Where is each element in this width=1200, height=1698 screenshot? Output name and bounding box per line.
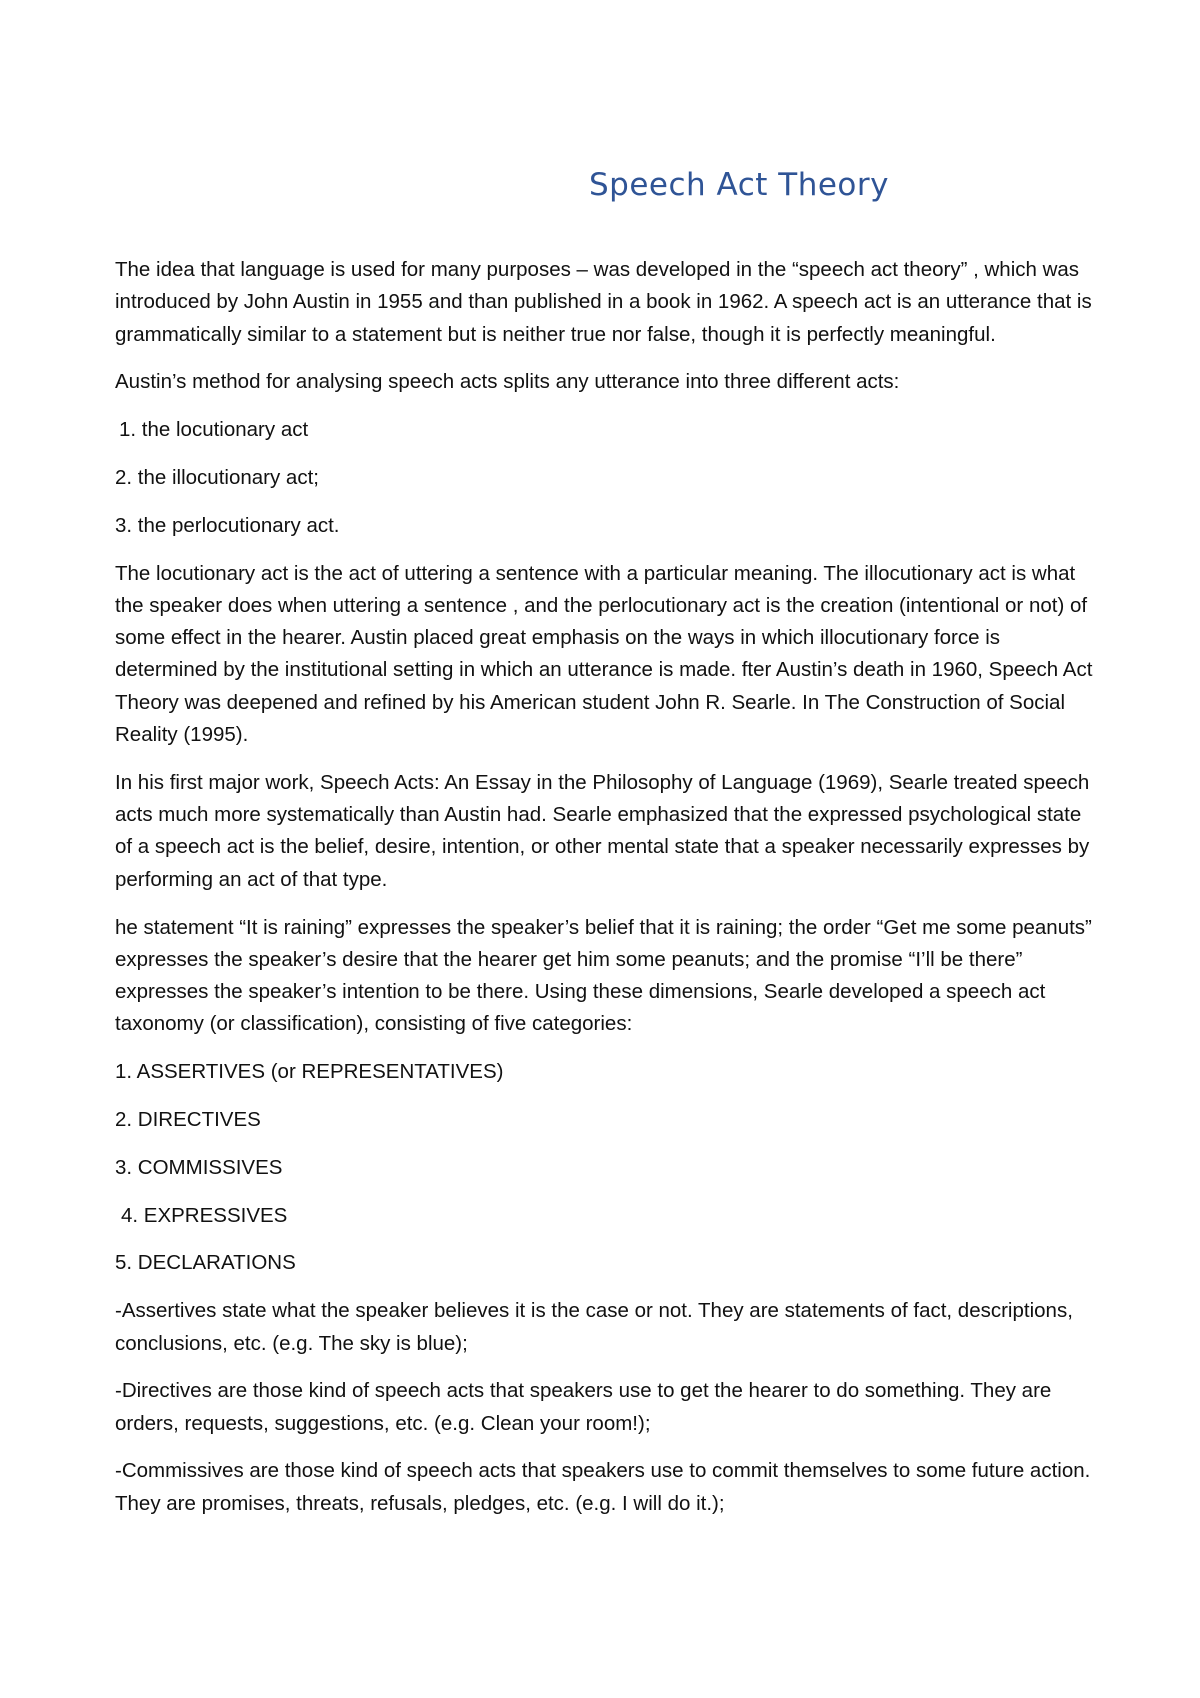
list-item-locutionary: 1. the locutionary act: [119, 418, 309, 442]
paragraph-locutionary-explained: The locutionary act is the act of uttering a sentence with a particular meaning. The illocutionary act is what the speaker does when uttering a sentence , and the perlocutionary act is the creation (intentional or not) of some effect in the hearer. Austin placed great emphasis on the ways in which illocutionary force is determined by the institutional setting in which an utterance is made. fter Austin’s death in 1960, Speech Act Theory was deepened and refined by his American student John R. Searle. In The Construction of Social Reality (1995).: [115, 561, 1093, 747]
list-item-illocutionary: 2. the illocutionary act;: [115, 465, 319, 489]
paragraph-intro: The idea that language is used for many purposes – was developed in the “speech act theory” , which was introduced by John Austin in 1955 and than published in a book in 1962. A speech act is an utterance that is grammatically similar to a statement but is neither true nor false, though it is perfectly meaningful.: [115, 258, 1092, 346]
paragraph-examples: he statement “It is raining” expresses the speaker’s belief that it is raining; the order “Get me some peanuts” expresses the speaker’s desire that the hearer get him some peanuts; and the promise “I’ll be there” expresses the speaker’s intention to be there. Using these dimensions, Searle developed a speech act taxonomy (or classification), consisting of five categories:: [115, 915, 1092, 1036]
paragraph-directives-def: -Directives are those kind of speech acts that speakers use to get the hearer to do something. They are orders, requests, suggestions, etc. (e.g. Clean your room!);: [115, 1379, 1052, 1435]
list-item-declarations: 5. DECLARATIONS: [115, 1251, 296, 1275]
list-item-assertives: 1. ASSERTIVES (or REPRESENTATIVES): [115, 1060, 504, 1084]
document-body: [115, 254, 1097, 1536]
list-item-perlocutionary: 3. the perlocutionary act.: [115, 513, 340, 537]
paragraph-commissives-def: -Commissives are those kind of speech acts that speakers use to commit themselves to some future action. They are promises, threats, refusals, pledges, etc. (e.g. I will do it.);: [115, 1459, 1091, 1515]
document-title: Speech Act Theory: [589, 167, 889, 203]
paragraph-assertives-def: -Assertives state what the speaker believes it is the case or not. They are statements of fact, descriptions, conclusions, etc. (e.g. The sky is blue);: [115, 1299, 1073, 1355]
list-item-expressives: 4. EXPRESSIVES: [121, 1203, 288, 1227]
paragraph-searle-work: In his first major work, Speech Acts: An Essay in the Philosophy of Language (1969), Searle treated speech acts much more systematically than Austin had. Searle emphasized that the expressed psychological state of a speech act is the belief, desire, intention, or other mental state that a speaker necessarily expresses by performing an act of that type.: [115, 770, 1090, 891]
list-item-directives: 2. DIRECTIVES: [115, 1108, 261, 1132]
paragraph-austin-method: Austin’s method for analysing speech acts splits any utterance into three different acts:: [115, 370, 900, 394]
list-item-commissives: 3. COMMISSIVES: [115, 1155, 283, 1179]
